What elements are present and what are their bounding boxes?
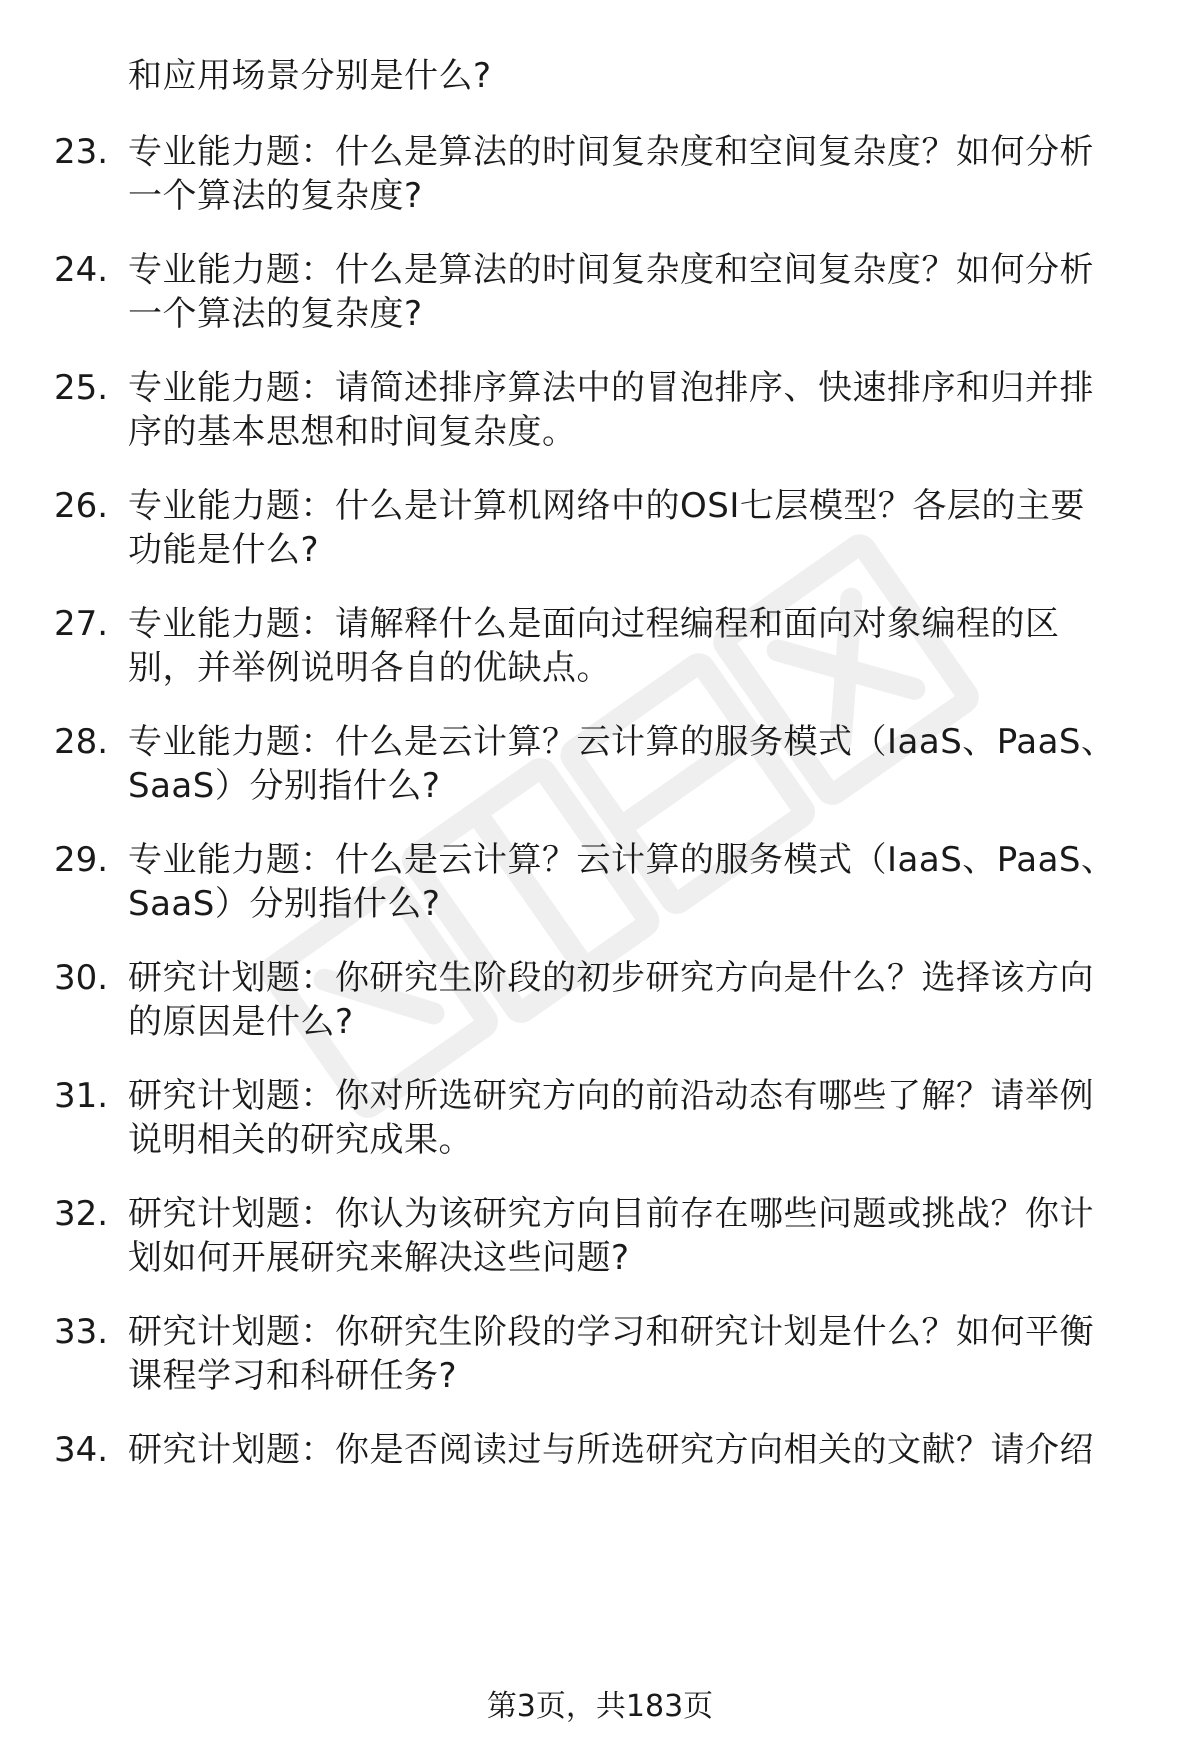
question-29-line-2: SaaS）分别指什么? — [128, 884, 441, 924]
question-32-number: 32. — [54, 1194, 109, 1234]
question-32-line-1: 研究计划题：你认为该研究方向目前存在哪些问题或挑战？你计 — [128, 1194, 1094, 1234]
page-number-footer: 第3页，共183页 — [486, 1689, 714, 1724]
question-25-line-1: 专业能力题：请简述排序算法中的冒泡排序、快速排序和归并排 — [128, 368, 1094, 408]
question-25-line-2: 序的基本思想和时间复杂度。 — [128, 412, 577, 452]
question-33-number: 33. — [54, 1312, 109, 1352]
question-28-line-1: 专业能力题：什么是云计算？云计算的服务模式（IaaS、PaaS、 — [128, 722, 1116, 762]
question-34-line-1: 研究计划题：你是否阅读过与所选研究方向相关的文献？请介绍 — [128, 1430, 1094, 1470]
question-27-number: 27. — [54, 604, 109, 644]
question-30-line-2: 的原因是什么? — [128, 1002, 354, 1042]
question-22-line-2: 和应用场景分别是什么? — [128, 56, 492, 96]
question-28-line-2: SaaS）分别指什么? — [128, 766, 441, 806]
watermark-stamp — [190, 470, 1090, 1170]
question-26-line-1: 专业能力题：什么是计算机网络中的OSI七层模型？各层的主要 — [128, 486, 1085, 526]
question-27-line-1: 专业能力题：请解释什么是面向过程编程和面向对象编程的区 — [128, 604, 1060, 644]
question-34-number: 34. — [54, 1430, 109, 1470]
question-33-line-2: 课程学习和科研任务? — [128, 1356, 458, 1396]
question-23-number: 23. — [54, 132, 109, 172]
question-23-line-2: 一个算法的复杂度? — [128, 176, 423, 216]
question-28-number: 28. — [54, 722, 109, 762]
question-29-line-1: 专业能力题：什么是云计算？云计算的服务模式（IaaS、PaaS、 — [128, 840, 1116, 880]
question-26-number: 26. — [54, 486, 109, 526]
question-31-number: 31. — [54, 1076, 109, 1116]
question-30-number: 30. — [54, 958, 109, 998]
question-31-line-1: 研究计划题：你对所选研究方向的前沿动态有哪些了解？请举例 — [128, 1076, 1094, 1116]
question-33-line-1: 研究计划题：你研究生阶段的学习和研究计划是什么？如何平衡 — [128, 1312, 1094, 1352]
question-24-line-1: 专业能力题：什么是算法的时间复杂度和空间复杂度？如何分析 — [128, 250, 1094, 290]
question-29-number: 29. — [54, 840, 109, 880]
question-23-line-1: 专业能力题：什么是算法的时间复杂度和空间复杂度？如何分析 — [128, 132, 1094, 172]
question-24-line-2: 一个算法的复杂度? — [128, 294, 423, 334]
question-30-line-1: 研究计划题：你研究生阶段的初步研究方向是什么？选择该方向 — [128, 958, 1094, 998]
question-24-number: 24. — [54, 250, 109, 290]
question-25-number: 25. — [54, 368, 109, 408]
question-32-line-2: 划如何开展研究来解决这些问题? — [128, 1238, 630, 1278]
question-31-line-2: 说明相关的研究成果。 — [128, 1120, 473, 1160]
question-27-line-2: 别，并举例说明各自的优缺点。 — [128, 648, 611, 688]
question-26-line-2: 功能是什么? — [128, 530, 320, 570]
